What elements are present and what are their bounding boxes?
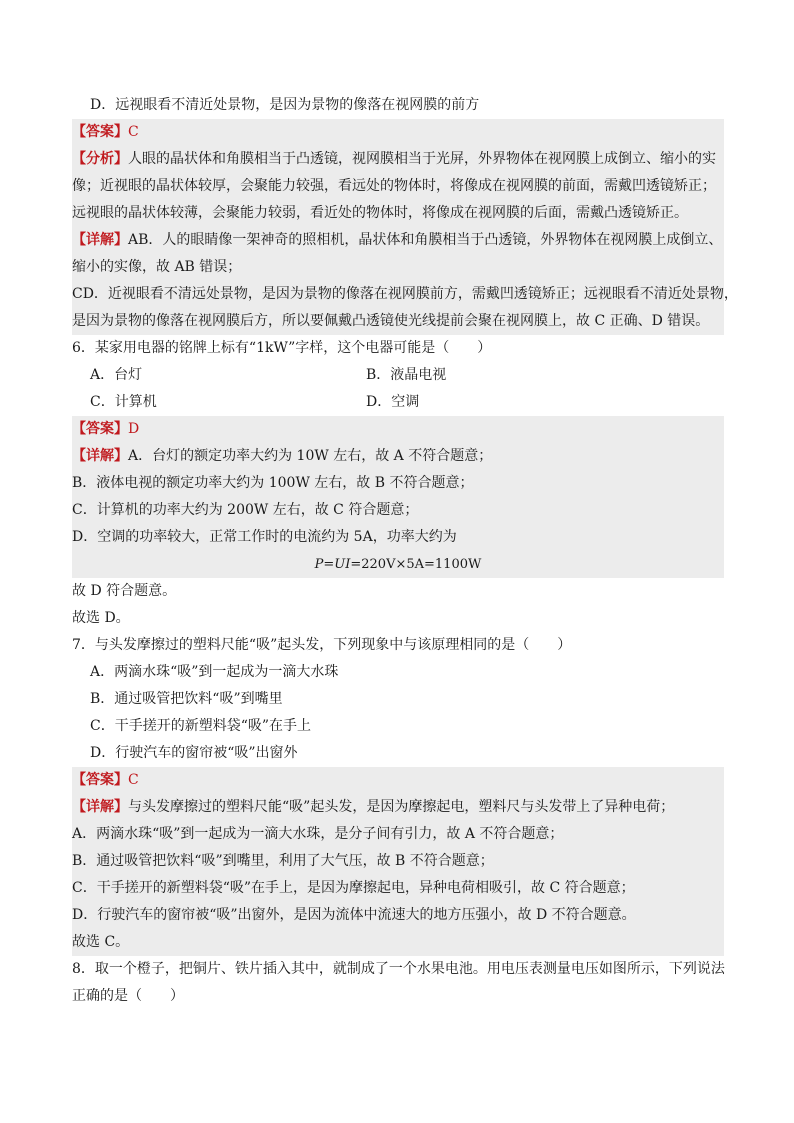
q5-solution-block [72,119,738,335]
answer-tag: 【答案】 [72,421,128,437]
q5-analysis-line: 远视眼的晶状体较薄，会聚能力较弱，看近处的物体时，将像成在视网膜的后面，需戴凸透镜矫正。 [72,205,688,221]
q7-detail-line: B．通过吸管把饮料“吸”到嘴里，利用了大气压，故 B 不符合题意； [72,853,494,869]
q6-detail-line: D．空调的功率较大，正常工作时的电流约为 5A，功率大约为 [72,529,457,545]
q6-after-line: 故选 D。 [72,610,130,626]
q7-answer [72,767,724,794]
q6-stem: 6．某家用电器的铭牌上标有“1kW”字样，这个电器可能是（ ） [72,340,492,356]
q5-answer [72,119,724,146]
detail-tag: 【详解】 [72,799,128,815]
q7-detail-line: A．两滴水珠“吸”到一起成为一滴大水珠，是分子间有引力，故 A 不符合题意； [72,826,564,842]
q5-analysis-line: 【分析】人眼的晶状体和角膜相当于凸透镜，视网膜相当于光屏，外界物体在视网膜上成倒立、缩小的实 [72,151,716,167]
q8-stem-line: 8．取一个橙子，把铜片、铁片插入其中，就制成了一个水果电池。用电压表测量电压如图所示，下列说法 [72,961,725,977]
formula-rhs: =220V×5A=1100W [350,557,482,572]
q5-detail-line: 是因为景物的像落在视网膜后方，所以要佩戴凸透镜使光线提前会聚在视网膜上，故 C 正确、D 错误。 [72,313,710,329]
q6-option-c: C．计算机 [90,394,157,410]
q6-formula [72,551,724,578]
answer-value: C [128,772,139,788]
q6-options-row-1 [72,362,724,389]
q6-answer [72,416,724,443]
q5-detail-line: 【详解】AB．人的眼睛像一架神奇的照相机，晶状体和角膜相当于凸透镜，外界物体在视网膜上成倒立、 [72,232,723,248]
q7-solution-block [72,767,724,956]
q6-solution-block [72,416,724,578]
q5-option-d: D．远视眼看不清近处景物，是因为景物的像落在视网膜的前方 [90,97,480,113]
analysis-tag: 【分析】 [72,151,128,167]
answer-tag: 【答案】 [72,124,128,140]
q7-detail-line: C．干手搓开的新塑料袋“吸”在手上，是因为摩擦起电，异种电荷相吸引，故 C 符合题意； [72,880,635,896]
q6-detail-line: C．计算机的功率大约为 200W 左右，故 C 符合题意； [72,502,419,518]
answer-value: D [128,421,140,437]
q5-detail-line: 缩小的实像，故 AB 错误； [72,259,242,275]
answer-tag: 【答案】 [72,772,128,788]
q6-option-b: B．液晶电视 [366,367,447,383]
q6-detail-line: 【详解】A．台灯的额定功率大约为 10W 左右，故 A 不符合题意； [72,448,493,464]
q7-detail-line: 故选 C。 [72,934,130,950]
q7-detail-line: D．行驶汽车的窗帘被“吸”出窗外，是因为流体中流速大的地方压强小，故 D 不符合题意。 [72,907,636,923]
q7-option-a: A．两滴水珠“吸”到一起成为一滴大水珠 [90,664,339,680]
detail-tag: 【详解】 [72,232,128,248]
q6-after-line: 故 D 符合题意。 [72,583,177,599]
document-page [72,92,738,1010]
q6-option-a: A．台灯 [90,367,143,383]
q6-detail-line: B．液体电视的额定功率大约为 100W 左右，故 B 不符合题意； [72,475,474,491]
q6-options-row-2 [72,389,724,416]
q5-detail-line: CD．近视眼看不清远处景物，是因为景物的像落在视网膜前方，需戴凹透镜矫正；远视眼看不清近处景物， [72,286,738,302]
q7-option-d: D．行驶汽车的窗帘被“吸”出窗外 [90,745,298,761]
formula-lhs: P=UI [314,557,351,572]
q7-stem: 7．与头发摩擦过的塑料尺能“吸”起头发，下列现象中与该原理相同的是（ ） [72,637,572,653]
answer-value: C [128,124,139,140]
q7-option-c: C．干手搓开的新塑料袋“吸”在手上 [90,718,312,734]
q6-option-d: D．空调 [366,394,420,410]
q7-option-b: B．通过吸管把饮料“吸”到嘴里 [90,691,283,707]
q8-stem-line: 正确的是（ ） [72,988,184,1004]
q5-analysis-line: 像；近视眼的晶状体较厚，会聚能力较强，看远处的物体时，将像成在视网膜的前面，需戴凹透镜矫正； [72,178,716,194]
q7-detail-line: 【详解】与头发摩擦过的塑料尺能“吸”起头发，是因为摩擦起电，塑料尺与头发带上了异种电荷； [72,799,675,815]
detail-tag: 【详解】 [72,448,128,464]
